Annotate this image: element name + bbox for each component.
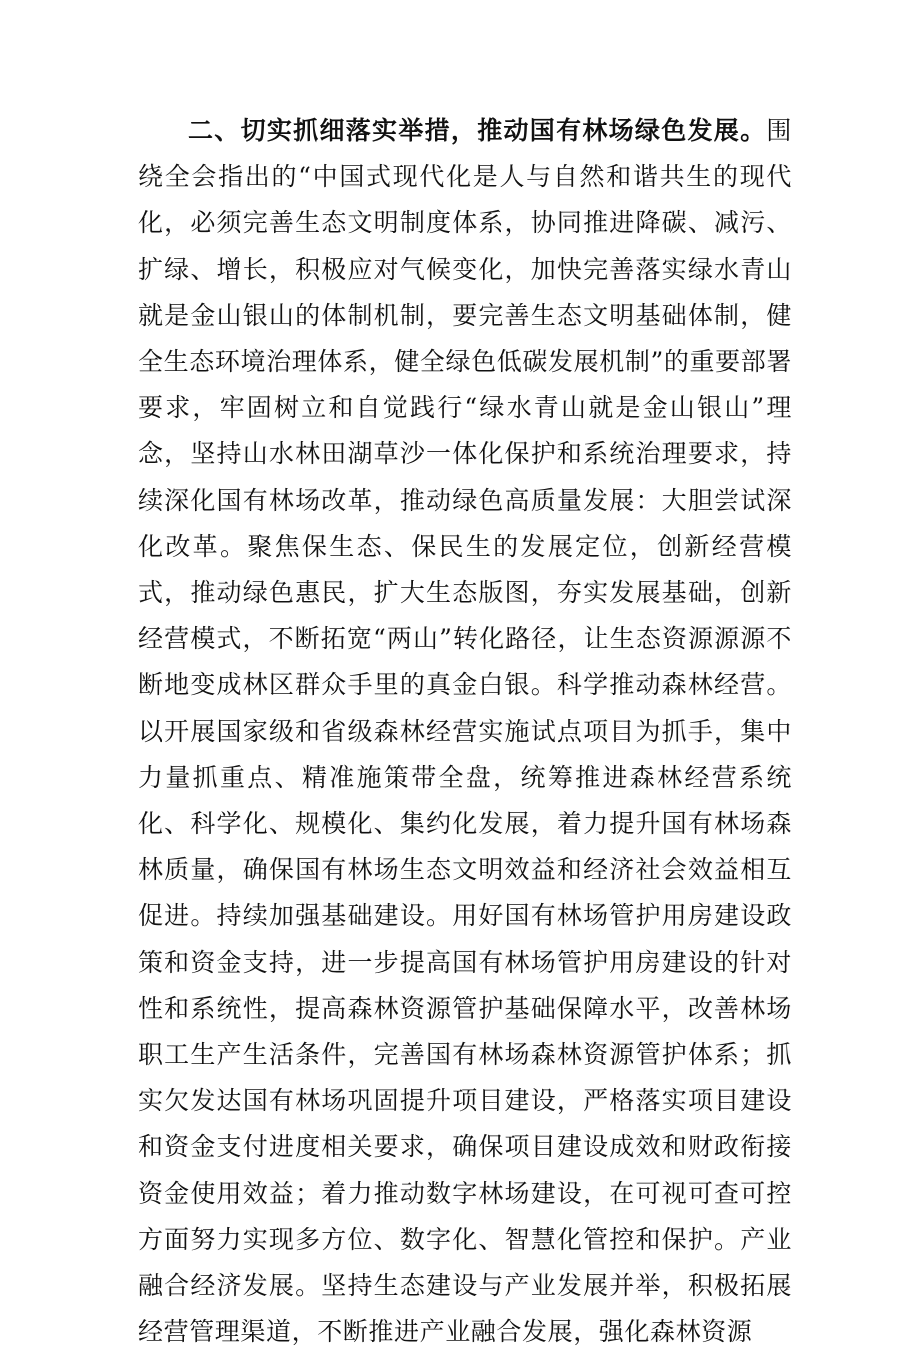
body-paragraph bbox=[138, 108, 792, 1355]
paragraph-text: 围绕全会指出的“中国式现代化是人与自然和谐共生的现代化，必须完善生态文明制度体系，协同推进降碳、减污、扩绿、增长，积极应对气候变化，加快完善落实绿水青山就是金山银山的体制机制，要完善生态文明基础体制，健全生态环境治理体系，健全绿色低碳发展机制”的重要部署要求，牢固树立和自觉践行“绿水青山就是金山银山”理念，坚持山水林田湖草沙一体化保护和系统治理要求，持续深化国有林场改革，推动绿色高质量发展：大胆尝试深化改革。聚焦保生态、保民生的发展定位，创新经营模式，推动绿色惠民，扩大生态版图，夯实发展基础，创新经营模式，不断拓宽“两山”转化路径，让生态资源源源不断地变成林区群众手里的真金白银。科学推动森林经营。以开展国家级和省级森林经营实施试点项目为抓手，集中力量抓重点、精准施策带全盘，统筹推进森林经营系统化、科学化、规模化、集约化发展，着力提升国有林场森林质量，确保国有林场生态文明效益和经济社会效益相互促进。持续加强基础建设。用好国有林场管护用房建设政策和资金支持，进一步提高国有林场管护用房建设的针对性和系统性，提高森林资源管护基础保障水平，改善林场职工生产生活条件，完善国有林场森林资源管护体系；抓实欠发达国有林场巩固提升项目建设，严格落实项目建设和资金支付进度相关要求，确保项目建设成效和财政衔接资金使用效益；着力推动数字林场建设，在可视可查可控方面努力实现多方位、数字化、智慧化管控和保护。产业融合经济发展。坚持生态建设与产业发展并举，积极拓展经营管理渠道，不断推进产业融合发展，强化森林资源 bbox=[138, 116, 792, 1347]
section-heading: 二、切实抓细落实举措，推动国有林场绿色发展。 bbox=[188, 116, 767, 145]
